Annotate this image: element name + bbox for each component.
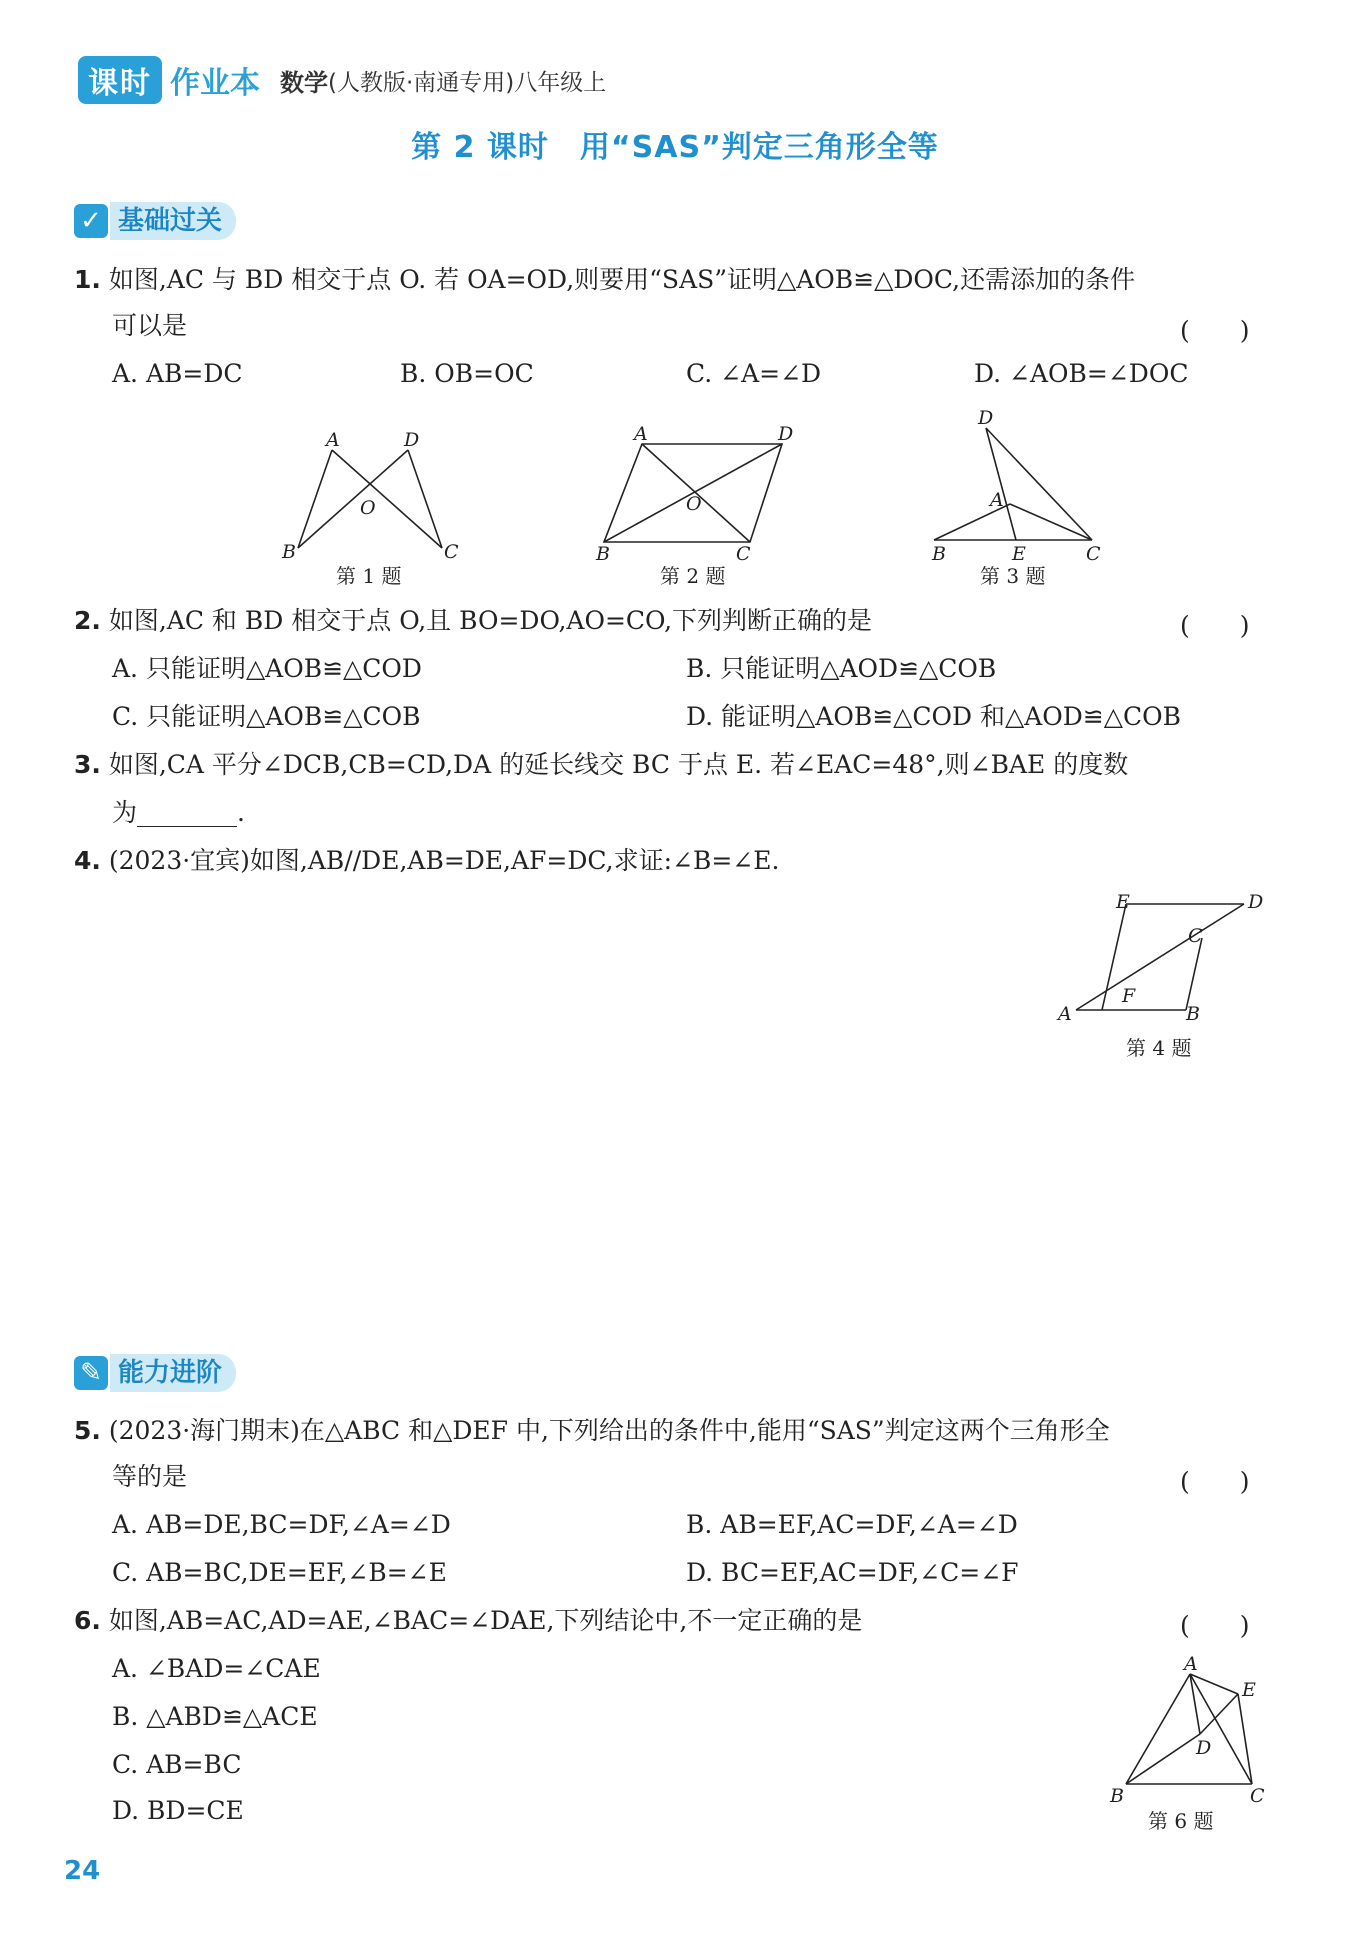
question-1 bbox=[74, 257, 1274, 303]
section-advanced-label: 能力进阶 bbox=[110, 1354, 236, 1392]
fig6-caption: 第 6 题 bbox=[1148, 1809, 1214, 1833]
option-b: B. 只能证明△AOD≌△COB bbox=[686, 654, 997, 683]
subject-label: 数学 bbox=[280, 68, 328, 97]
fig1-label-b: B bbox=[282, 541, 296, 563]
question-number: 5. bbox=[74, 1416, 101, 1445]
fig4-caption: 第 4 题 bbox=[1126, 1036, 1192, 1060]
question-3-line2: 为________. bbox=[112, 798, 245, 827]
question-text: (2023·宜宾)如图,AB//DE,AB=DE,AF=DC,求证:∠B=∠E. bbox=[108, 846, 780, 875]
fig4-label-a: A bbox=[1058, 1003, 1072, 1025]
page-header bbox=[78, 56, 606, 104]
fig3-label-a: A bbox=[990, 489, 1004, 511]
option-d: D. ∠AOB=∠DOC bbox=[974, 359, 1189, 388]
option-b: B. OB=OC bbox=[400, 359, 534, 388]
figure-4 bbox=[1050, 880, 1270, 1065]
question-text: (2023·海门期末)在△ABC 和△DEF 中,下列给出的条件中,能用“SAS”判定这两个三角形全 bbox=[108, 1416, 1110, 1445]
option-d: D. BD=CE bbox=[112, 1796, 244, 1825]
fig1-label-c: C bbox=[444, 541, 459, 563]
answer-paren: ( ) bbox=[1180, 316, 1250, 345]
fig1-label-d: D bbox=[404, 429, 420, 451]
question-6 bbox=[74, 1598, 1174, 1644]
fig3-label-c: C bbox=[1086, 543, 1101, 565]
option-a: A. AB=DC bbox=[112, 359, 243, 388]
option-d: D. 能证明△AOB≌△COD 和△AOD≌△COB bbox=[686, 702, 1181, 731]
section-basic bbox=[74, 202, 236, 240]
fig2-label-o: O bbox=[686, 493, 702, 515]
question-3 bbox=[74, 742, 1294, 788]
option-b: B. AB=EF,AC=DF,∠A=∠D bbox=[686, 1510, 1018, 1539]
question-text: 如图,CA 平分∠DCB,CB=CD,DA 的延长线交 BC 于点 E. 若∠EAC=48°,则∠BAE 的度数 bbox=[108, 750, 1129, 779]
fig4-label-f: F bbox=[1122, 985, 1136, 1007]
pencil-icon: ✎ bbox=[74, 1356, 108, 1390]
fig2-label-c: C bbox=[736, 543, 751, 565]
question-4 bbox=[74, 838, 1174, 884]
question-number: 4. bbox=[74, 846, 101, 875]
figure-6 bbox=[1100, 1650, 1290, 1840]
question-5 bbox=[74, 1408, 1294, 1454]
fig3-label-d: D bbox=[978, 407, 994, 429]
option-b: B. △ABD≌△ACE bbox=[112, 1702, 318, 1731]
option-c: C. AB=BC bbox=[112, 1750, 242, 1779]
brand-logo: 课时 bbox=[78, 56, 162, 104]
fig1-label-o: O bbox=[360, 497, 376, 519]
fig1-caption: 第 1 题 bbox=[336, 564, 402, 588]
option-a: A. 只能证明△AOB≌△COD bbox=[112, 654, 422, 683]
question-number: 3. bbox=[74, 750, 101, 779]
fig6-label-a: A bbox=[1184, 1653, 1198, 1675]
section-basic-label: 基础过关 bbox=[110, 202, 236, 240]
question-number: 1. bbox=[74, 265, 101, 294]
question-2 bbox=[74, 598, 1174, 644]
fig3-caption: 第 3 题 bbox=[980, 564, 1046, 588]
question-number: 2. bbox=[74, 606, 101, 635]
option-a: A. AB=DE,BC=DF,∠A=∠D bbox=[112, 1510, 451, 1539]
question-text: 如图,AC 与 BD 相交于点 O. 若 OA=OD,则要用“SAS”证明△AOB≌△DOC,还需添加的条件 bbox=[108, 265, 1136, 294]
option-c: C. 只能证明△AOB≌△COB bbox=[112, 702, 421, 731]
fig6-label-b: B bbox=[1110, 1785, 1124, 1807]
fig2-label-b: B bbox=[596, 543, 610, 565]
option-c: C. ∠A=∠D bbox=[686, 359, 822, 388]
fig4-label-b: B bbox=[1186, 1003, 1200, 1025]
answer-paren: ( ) bbox=[1180, 1611, 1250, 1640]
page-number: 24 bbox=[64, 1856, 101, 1886]
option-d: D. BC=EF,AC=DF,∠C=∠F bbox=[686, 1558, 1019, 1587]
fig6-label-d: D bbox=[1196, 1737, 1212, 1759]
option-c: C. AB=BC,DE=EF,∠B=∠E bbox=[112, 1558, 447, 1587]
lesson-title: 第 2 课时 用“SAS”判定三角形全等 bbox=[411, 130, 939, 165]
fig1-label-a: A bbox=[326, 429, 340, 451]
fig2-label-d: D bbox=[778, 423, 794, 445]
brand-name: 作业本 bbox=[170, 66, 260, 101]
question-1-line2: 可以是 bbox=[112, 311, 188, 340]
fig2-label-a: A bbox=[634, 423, 648, 445]
fig4-label-e: E bbox=[1116, 891, 1130, 913]
edition-label: (人教版·南通专用)八年级上 bbox=[328, 69, 607, 96]
question-number: 6. bbox=[74, 1606, 101, 1635]
fig6-label-c: C bbox=[1250, 1785, 1265, 1807]
question-5-line2: 等的是 bbox=[112, 1462, 188, 1491]
fig3-label-e: E bbox=[1012, 543, 1026, 565]
fig4-label-d: D bbox=[1248, 891, 1264, 913]
figure-3 bbox=[920, 400, 1110, 595]
fig4-label-c: C bbox=[1188, 925, 1203, 947]
answer-paren: ( ) bbox=[1180, 611, 1250, 640]
checkbox-icon: ✓ bbox=[74, 204, 108, 238]
fig6-label-e: E bbox=[1242, 1679, 1256, 1701]
figure-2 bbox=[590, 420, 820, 595]
question-text: 如图,AB=AC,AD=AE,∠BAC=∠DAE,下列结论中,不一定正确的是 bbox=[108, 1606, 863, 1635]
section-advanced bbox=[74, 1354, 236, 1392]
fig2-caption: 第 2 题 bbox=[660, 564, 726, 588]
question-text: 如图,AC 和 BD 相交于点 O,且 BO=DO,AO=CO,下列判断正确的是 bbox=[108, 606, 873, 635]
figure-1 bbox=[270, 420, 490, 595]
fig3-label-b: B bbox=[932, 543, 946, 565]
option-a: A. ∠BAD=∠CAE bbox=[112, 1654, 321, 1683]
answer-paren: ( ) bbox=[1180, 1467, 1250, 1496]
